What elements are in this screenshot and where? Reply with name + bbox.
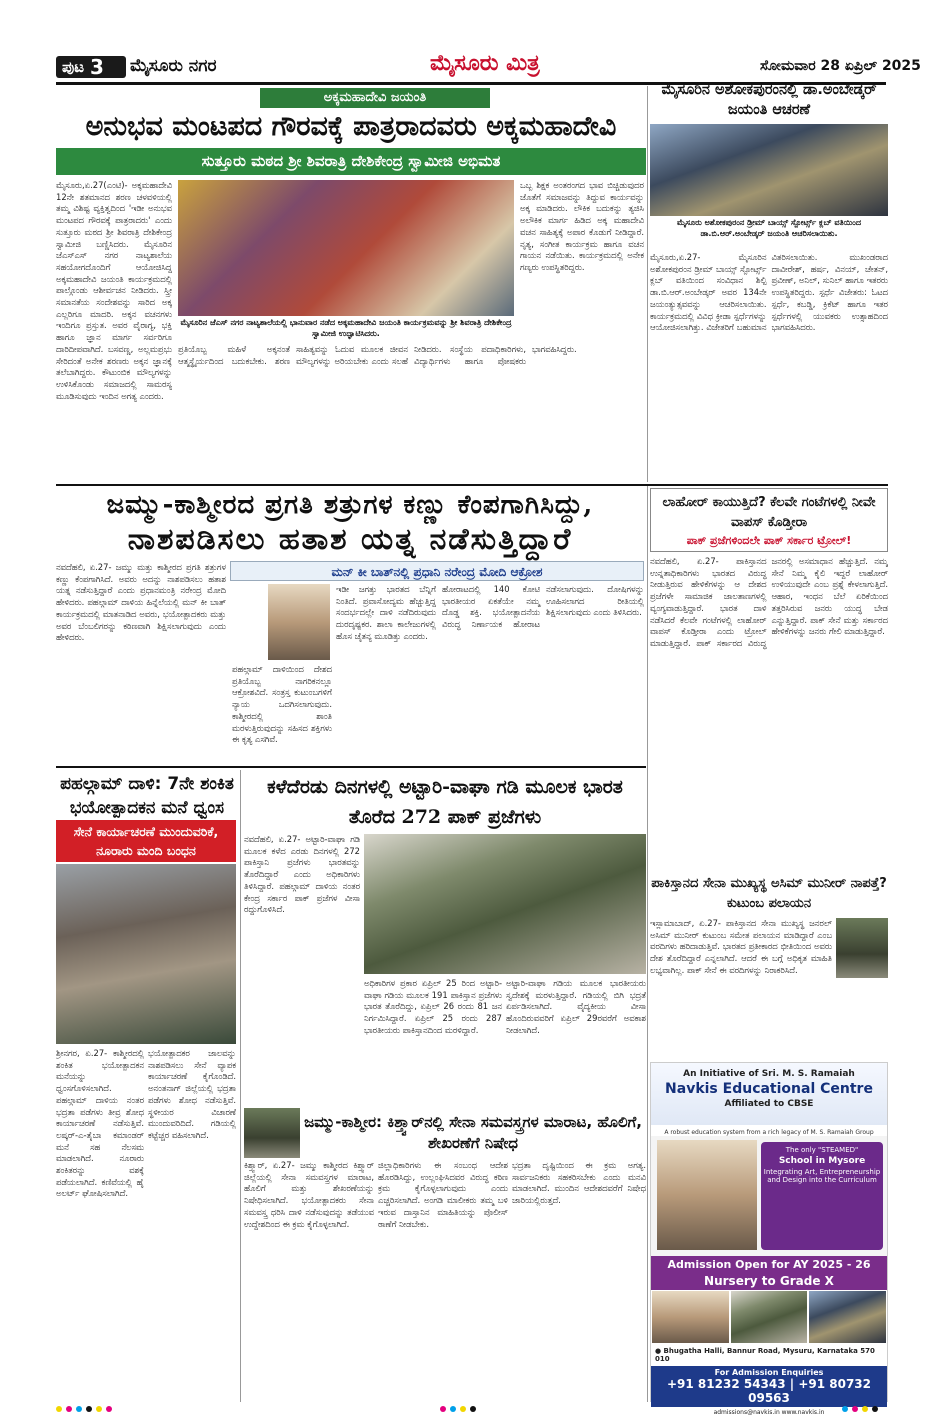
newspaper-logo: ಮೈಸೂರು ಮಿತ್ರ [430, 50, 540, 76]
modi-column-4: ಹೋರಾಟದಲ್ಲಿ 140 ಕೋಟಿ ಭಾರತೀಯರ ಏಕತೆಯೇ ನಮ್ಮ ದೊಡ್ಡ ಶಕ್ತಿ. ಭಯೋತ್ಪಾದನೆಯ ವಿರುದ್ಧ ನಿರ್ಣಾಯಕ ಹೋರಾಟ ನಡೆಸಲಾಗುವುದು. ದೋಷಿಗಳನ್ನು ಊಹಿಸಲಾಗದ ರೀತಿಯಲ್ಲಿ ಶಿಕ್ಷಿಸಲಾಗುವುದು ಎಂದು ತಿಳಿಸಿದರು. [442, 584, 644, 630]
modi-headline-2: ನಾಶಪಡಿಸಲು ಹತಾಶ ಯತ್ನ ನಡೆಸುತ್ತಿದ್ದಾರೆ [127, 522, 573, 557]
ambedkar-photo [650, 124, 888, 216]
lead-column-bottom: ಪ್ರತಿಯೊಬ್ಬ ಮಹಿಳೆ ಅಕ್ಕನಂತೆ ಆತ್ಮಸ್ಥೈರ್ಯದಿಂದ ಬದುಕಬೇಕು. ಶರಣ ಸಾಹಿತ್ಯವನ್ನು ಓದುವ ಮೂಲಕ ಜೀವನ ಮೌಲ್ಯಗಳನ್ನು ಅರಿಯಬೇಕು ಎಂದು ಸಲಹೆ ನೀಡಿದರು. ಸಂಸ್ಥೆಯ ಪದಾಧಿಕಾರಿಗಳು, ವಿದ್ಯಾರ್ಥಿಗಳು ಹಾಗೂ ಪೋಷಕರು ಭಾಗವಹಿಸಿದ್ದರು. [178, 344, 577, 366]
ad-tagline: A robust education system from a rich legacy of M. S. Ramaiah Group [664, 1129, 874, 1136]
ad-address [651, 1344, 887, 1366]
pahalgam-column-2: ಭಯೋತ್ಪಾದಕರ ಜಾಲವನ್ನು ನಾಶಪಡಿಸಲು ಸೇನೆ ವ್ಯಾಪಕ ಕಾರ್ಯಾಚರಣೆ ಕೈಗೊಂಡಿದೆ. ಅನಂತನಾಗ್ ಜಿಲ್ಲೆಯಲ್ಲಿ ಭದ್ರತಾ ಪಡೆಗಳು ಶೋಧ ನಡೆಸುತ್ತಿವೆ. ಸ್ಥಳೀಯರ ವಿಚಾರಣೆ ಮುಂದುವರಿದಿದೆ. ಗಡಿಯಲ್ಲಿ ಕಟ್ಟೆಚ್ಚರ ವಹಿಸಲಾಗಿದೆ. [148, 1048, 236, 1140]
ad-enquiry-bar [651, 1366, 887, 1407]
lahore-box [650, 488, 888, 552]
attari-headline: ಕಳೆದೆರಡು ದಿನಗಳಲ್ಲಿ ಅಟ್ಟಾರಿ-ವಾಘಾ ಗಡಿ ಮೂಲಕ ಭಾರತ ತೊರೆದ 272 ಪಾಕ್ ಪ್ರಜೆಗಳು [267, 776, 623, 828]
attari-photo [364, 834, 646, 974]
pahalgam-headline: ಪಹಲ್ಗಾಮ್ ದಾಳಿ: 7ನೇ ಶಂಕಿತ ಭಯೋತ್ಪಾದಕನ ಮನೆ ಧ್ವಂಸ [60, 774, 234, 818]
dot [460, 1406, 466, 1412]
ambedkar-headline: ಮೈಸೂರಿನ ಅಶೋಕಪುರಂನಲ್ಲಿ ಡಾ.ಅಂಬೇಡ್ಕರ್ ಜಯಂತಿ ಆಚರಣೆ [661, 82, 877, 118]
modi-headline-1: ಜಮ್ಮು-ಕಾಶ್ಮೀರದ ಪ್ರಗತಿ ಶತ್ರುಗಳ ಕಣ್ಣು ಕೆಂಪಗಾಗಿಸಿದ್ದು, [106, 490, 594, 520]
ambedkar-caption: ಮೈಸೂರು ಅಶೋಕಪುರಂನ ಡ್ರೀಮ್ ಬಾಯ್ಸ್ ಸ್ಪೋರ್ಟ್ಸ್ ಕ್ಲಬ್ ವತಿಯಿಂದ ಡಾ.ಬಿ.ಆರ್.ಅಂಬೇಡ್ಕರ್ ಜಯಂತಿ ಆಚರಿಸಲಾಯಿತು. [676, 218, 862, 238]
ad-photo-1 [652, 1291, 729, 1343]
ad-affiliation: Affiliated to CBSE [724, 1099, 814, 1109]
registration-dots-left [56, 1406, 112, 1416]
lahore-headline: ಲಾಹೋರ್ ಕಾಯುತ್ತಿದೆ? ಕೆಲವೇ ಗಂಟೆಗಳಲ್ಲಿ ನೀವೇ ವಾಪಸ್ ಕೊಡ್ತೀರಾ [662, 495, 876, 530]
lead-column-1: ಮೈಸೂರು,ಏ.27(ಎಂಟಿ)- ಅಕ್ಕಮಹಾದೇವಿ 12ನೇ ಶತಮಾನದ ಶರಣ ಚಳವಳಿಯಲ್ಲಿ ತಮ್ಮ ವಿಶಿಷ್ಟ ವ್ಯಕ್ತಿತ್ವದಿಂದ 'ಇಡೀ ಅನುಭವ ಮಂಟಪದ ಗೌರವಕ್ಕೆ ಪಾತ್ರರಾದರು' ಎಂದು ಸುತ್ತೂರು ಮಠದ ಶ್ರೀ ಶಿವರಾತ್ರಿ ದೇಶಿಕೇಂದ್ರ ಸ್ವಾಮೀಜಿ ಬಣ್ಣಿಸಿದರು. ಮೈಸೂರಿನ ಜೆಎಸ್‌ಎಸ್ ನಗರ ನಾಟ್ಯಶಾಲೆಯ ಸಹಯೋಗದೊಂದಿಗೆ ಆಯೋಜಿಸಿದ್ದ ಅಕ್ಕಮಹಾದೇವಿ ಜಯಂತಿ ಕಾರ್ಯಕ್ರಮದಲ್ಲಿ ಪಾಲ್ಗೊಂಡು ಆಶೀರ್ವಚನ ನೀಡಿದರು. ಸ್ತ್ರೀ ಸಮಾನತೆಯ ಸಂದೇಶವನ್ನು ಸಾರಿದ ಅಕ್ಕ ಎಲ್ಲರಿಗೂ ಮಾದರಿ. ಅಕ್ಕನ ವಚನಗಳು ಇಂದಿಗೂ ಪ್ರಸ್ತುತ. ಅವರ ವೈರಾಗ್ಯ, ಭಕ್ತಿ ಹಾಗೂ ಜ್ಞಾನ ಮಾರ್ಗ ಸರ್ವರಿಗೂ ದಾರಿದೀಪವಾಗಿದೆ. ಬಸವಣ್ಣ, ಅಲ್ಲಮಪ್ರಭು ಸೇರಿದಂತೆ ಅನೇಕ ಶರಣರು ಅಕ್ಕನ ಜ್ಞಾನಕ್ಕೆ ತಲೆಬಾಗಿದ್ದರು. ಕೌಟುಂಬಿಕ ಮೌಲ್ಯಗಳನ್ನು ಉಳಿಸಿಕೊಂಡು ಸಮಾಜದಲ್ಲಿ ಸಾಮರಸ್ಯ ಮೂಡಿಸುವುದು ಇಂದಿನ ಅಗತ್ಯ ಎಂದರು. [56, 180, 172, 401]
dot [450, 1406, 456, 1412]
ad-feature-area [651, 1136, 887, 1256]
dot [470, 1406, 476, 1412]
lead-subhead: ಸುತ್ತೂರು ಮಠದ ಶ್ರೀ ಶಿವರಾತ್ರಿ ದೇಶಿಕೇಂದ್ರ ಸ್ವಾಮೀಜಿ ಅಭಿಮತ [56, 148, 646, 175]
modi-subhead: ಮನ್ ಕೀ ಬಾತ್‌ನಲ್ಲಿ ಪ್ರಧಾನಿ ನರೇಂದ್ರ ಮೋದಿ ಆಕ್ರೋಶ [230, 561, 644, 581]
ambedkar-body: ಮೈಸೂರು,ಏ.27- ಮೈಸೂರಿನ ಅಶೋಕಪುರಂನ ಡ್ರೀಮ್ ಬಾಯ್ಸ್ ಸ್ಪೋರ್ಟ್ಸ್ ಕ್ಲಬ್ ವತಿಯಿಂದ ಸಂವಿಧಾನ ಶಿಲ್ಪಿ ಡಾ.ಬಿ.ಆರ್.ಅಂಬೇಡ್ಕರ್ ಅವರ 134ನೇ ಜಯಂತ್ಯುತ್ಸವವನ್ನು ಆಚರಿಸಲಾಯಿತು. ಕಾರ್ಯಕ್ರಮದಲ್ಲಿ ವಿವಿಧ ಕ್ರೀಡಾ ಸ್ಪರ್ಧೆಗಳನ್ನು ಆಯೋಜಿಸಲಾಗಿತ್ತು. ವಿಜೇತರಿಗೆ ಬಹುಮಾನ ವಿತರಿಸಲಾಯಿತು. ಮುಖಂಡರಾದ ದಾವೀರೇಶ್, ಹರ್ಷ, ವಿನಯ್, ಚೇತನ್, ಪ್ರವೀಣ್, ಅನಿಲ್, ಸುನಿಲ್ ಹಾಗೂ ಇತರರು ಉಪಸ್ಥಿತರಿದ್ದರು. ಸ್ಪರ್ಧೆ ವಿಜೇತರು: ಓಟದ ಸ್ಪರ್ಧೆ, ಕಬಡ್ಡಿ, ಕ್ರಿಕೆಟ್ ಹಾಗೂ ಇತರ ಸ್ಪರ್ಧೆಗಳಲ್ಲಿ ಯುವಕರು ಉತ್ಸಾಹದಿಂದ ಭಾಗವಹಿಸಿದರು. [650, 252, 888, 333]
modi-column-3: ಇಡೀ ಜಗತ್ತು ಭಾರತದ ಬೆನ್ನಿಗೆ ನಿಂತಿದೆ. ಪ್ರವಾಸೋದ್ಯಮ ಹೆಚ್ಚುತ್ತಿದ್ದ ಸಂದರ್ಭದಲ್ಲೇ ದಾಳಿ ನಡೆದಿರುವುದು ದುರದೃಷ್ಟಕರ. ಶಾಲಾ ಕಾಲೇಜುಗಳಲ್ಲಿ ಹೊಸ ಚೈತನ್ಯ ಮೂಡಿತ್ತು ಎಂದರು. [336, 584, 436, 641]
dot [106, 1406, 112, 1412]
munir-headline: ಪಾಕಿಸ್ತಾನದ ಸೇನಾ ಮುಖ್ಯಸ್ಥ ಅಸಿಮ್ ಮುನೀರ್ ನಾಪತ್ತೆ? ಕುಟುಂಬ ಪಲಾಯನ [651, 876, 887, 911]
section-title: ಮೈಸೂರು ನಗರ [130, 56, 217, 76]
dot [440, 1406, 446, 1412]
ad-admission-open: Admission Open for AY 2025 - 26 [667, 1258, 871, 1271]
dot [842, 1406, 848, 1412]
kishtwar-column-3: ಭದ್ರತಾ ದೃಷ್ಟಿಯಿಂದ ಈ ಕ್ರಮ ಅಗತ್ಯ. ಸಾರ್ವಜನಿಕರು ಸಹಕರಿಸಬೇಕು ಎಂದು ಮನವಿ ಮಾಡಲಾಗಿದೆ. ಮುಂದಿನ ಆದೇಶದವರೆಗೆ ನಿಷೇಧ ಜಾರಿಯಲ್ಲಿರುತ್ತದೆ. [512, 1160, 646, 1206]
lead-kicker: ಅಕ್ಕಮಹಾದೇವಿ ಜಯಂತಿ [260, 88, 490, 108]
ad-header [651, 1063, 887, 1125]
ad-photo-2 [731, 1291, 808, 1343]
pahalgam-photo [56, 864, 236, 1044]
issue-date: ಸೋಮವಾರ 28 ಏಪ್ರಿಲ್ 2025 [760, 58, 921, 74]
ad-steam-box [761, 1142, 883, 1250]
page-label: ಪುಟ [62, 58, 85, 76]
lahore-subhead: ಪಾಕ್ ಪ್ರಜೆಗಳಿಂದಲೇ ಪಾಕ್ ಸರ್ಕಾರ ಟ್ರೋಲ್! [686, 534, 852, 547]
dot [862, 1406, 868, 1412]
ad-photo-strip [651, 1290, 887, 1344]
attari-column-2: ಅಧಿಕಾರಿಗಳ ಪ್ರಕಾರ ಏಪ್ರಿಲ್ 25 ರಿಂದ ಅಟ್ಟಾರಿ-ವಾಘಾ ಗಡಿಯ ಮೂಲಕ 191 ಪಾಕಿಸ್ತಾನ ಪ್ರಜೆಗಳು ಭಾರತ ತೊರೆದಿದ್ದು, ಏಪ್ರಿಲ್ 26 ರಂದು 81 ಜನ ನಿರ್ಗಮಿಸಿದ್ದಾರೆ. ಏಪ್ರಿಲ್ 25 ರಂದು 287 ಭಾರತೀಯರು ಪಾಕಿಸ್ತಾನದಿಂದ ಮರಳಿದ್ದಾರೆ. [364, 978, 502, 1035]
lahore-body: ನವದೆಹಲಿ, ಏ.27- ಪಾಕಿಸ್ತಾನದ ಉನ್ನತಾಧಿಕಾರಿಗಳು ಭಾರತದ ವಿರುದ್ಧ ನೀಡುತ್ತಿರುವ ಹೇಳಿಕೆಗಳನ್ನು ಆ ದೇಶದ ಪ್ರಜೆಗಳೇ ಸಾಮಾಜಿಕ ಜಾಲತಾಣಗಳಲ್ಲಿ ವ್ಯಂಗ್ಯವಾಡುತ್ತಿದ್ದಾರೆ. ಭಾರತ ದಾಳಿ ನಡೆಸಿದರೆ ಕೆಲವೇ ಗಂಟೆಗಳಲ್ಲಿ ಲಾಹೋರ್ ವಾಪಸ್ ಕೊಡ್ತೀರಾ ಎಂದು ಟ್ರೋಲ್ ಮಾಡುತ್ತಿದ್ದಾರೆ. ಪಾಕ್ ಸರ್ಕಾರದ ವಿರುದ್ಧ ಜನರಲ್ಲಿ ಅಸಮಾಧಾನ ಹೆಚ್ಚುತ್ತಿದೆ. ನಮ್ಮ ಸೇನೆ ನಿಮ್ಮ ಕೈಲಿ ಇದ್ದರೆ ಲಾಹೋರ್ ಉಳಿಯುವುದೇ ಎಂಬ ಪ್ರಶ್ನೆ ಕೇಳಲಾಗುತ್ತಿದೆ. ಆಹಾರ, ಇಂಧನ ಬೆಲೆ ಏರಿಕೆಯಿಂದ ತತ್ತರಿಸಿರುವ ಜನರು ಯುದ್ಧ ಬೇಡ ಎನ್ನುತ್ತಿದ್ದಾರೆ. ಪಾಕ್ ಸೇನೆ ಮತ್ತು ಸರ್ಕಾರದ ಹೇಳಿಕೆಗಳನ್ನು ಜನರು ಗೇಲಿ ಮಾಡುತ್ತಿದ್ದಾರೆ. [650, 556, 888, 648]
ad-contact[interactable]: admissions@navkis.in www.navkis.in [713, 1409, 825, 1416]
ad-steam-desc: Integrating Art, Entrepreneurship and Design into the Curriculum [763, 1168, 881, 1184]
registration-dots-right [842, 1406, 878, 1416]
kishtwar-column-2: ಜಿಲ್ಲಾಧಿಕಾರಿಗಳು ಈ ಸಂಬಂಧ ಆದೇಶ ಹೊರಡಿಸಿದ್ದು, ಉಲ್ಲಂಘಿಸಿದವರ ವಿರುದ್ಧ ಕಠಿಣ ಕ್ರಮ ಕೈಗೊಳ್ಳಲಾಗುವುದು ಎಂದು ಎಚ್ಚರಿಸಲಾಗಿದೆ. ಅಂಗಡಿ ಮಾಲೀಕರು ತಮ್ಮ ಬಳಿ ಇರುವ ದಾಸ್ತಾನಿನ ಮಾಹಿತಿಯನ್ನು ಪೊಲೀಸ್ ಠಾಣೆಗೆ ನೀಡಬೇಕು. [378, 1160, 508, 1229]
modi-column-2: ಪಹಲ್ಗಾಮ್ ದಾಳಿಯಿಂದ ದೇಶದ ಪ್ರತಿಯೊಬ್ಬ ನಾಗರಿಕನಲ್ಲೂ ಆಕ್ರೋಶವಿದೆ. ಸಂತ್ರಸ್ತ ಕುಟುಂಬಗಳಿಗೆ ನ್ಯಾಯ ಒದಗಿಸಲಾಗುವುದು. ಕಾಶ್ಮೀರದಲ್ಲಿ ಶಾಂತಿ ಮರಳುತ್ತಿರುವುದನ್ನು ಸಹಿಸದ ಶಕ್ತಿಗಳು ಈ ಕೃತ್ಯ ಎಸಗಿವೆ. [232, 664, 332, 745]
ad-enquiry-label: For Admission Enquiries [714, 1368, 824, 1377]
ad-student-photo [657, 1140, 757, 1250]
column-divider-2 [240, 770, 241, 1402]
dot [56, 1406, 62, 1412]
ad-address-text: Bhugatha Halli, Bannur Road, Mysuru, Karnataka 570 010 [655, 1347, 875, 1363]
dot [86, 1406, 92, 1412]
section-rule [56, 484, 888, 486]
section-rule-2 [56, 766, 646, 768]
lead-headline: ಅನುಭವ ಮಂಟಪದ ಗೌರವಕ್ಕೆ ಪಾತ್ರರಾದವರು ಅಕ್ಕಮಹಾದೇವಿ [85, 111, 617, 142]
pahalgam-column-1: ಶ್ರೀನಗರ, ಏ.27- ಕಾಶ್ಮೀರದಲ್ಲಿ ಶಂಕಿತ ಭಯೋತ್ಪಾದಕನ ಮನೆಯನ್ನು ಧ್ವಂಸಗೊಳಿಸಲಾಗಿದೆ. ಪಹಲ್ಗಾಮ್ ದಾಳಿಯ ನಂತರ ಭದ್ರತಾ ಪಡೆಗಳು ತೀವ್ರ ಶೋಧ ಕಾರ್ಯಾಚರಣೆ ನಡೆಸುತ್ತಿವೆ. ಲಷ್ಕರ್-ಎ-ತೈಬಾ ಕಮಾಂಡರ್ ಮನೆ ಸಹ ನೆಲಸಮ ಮಾಡಲಾಗಿದೆ. ನೂರಾರು ಶಂಕಿತರನ್ನು ವಶಕ್ಕೆ ಪಡೆಯಲಾಗಿದೆ. ಕಣಿವೆಯಲ್ಲಿ ಹೈ ಅಲರ್ಟ್ ಘೋಷಿಸಲಾಗಿದೆ. [56, 1048, 144, 1199]
dot [76, 1406, 82, 1412]
dot [66, 1406, 72, 1412]
ad-grades: Nursery to Grade X [704, 1274, 834, 1288]
pahalgam-red-subhead: ಸೇನೆ ಕಾರ್ಯಾಚರಣೆ ಮುಂದುವರಿಕೆ, ನೂರಾರು ಮಂದಿ ಬಂಧನ [56, 820, 236, 862]
dot [872, 1406, 878, 1412]
ad-school-name: Navkis Educational Centre [665, 1081, 873, 1097]
munir-portrait [836, 918, 888, 978]
dot [96, 1406, 102, 1412]
attari-column-3: ಅಟ್ಟಾರಿ-ವಾಘಾ ಗಡಿಯ ಮೂಲಕ ಭಾರತೀಯರು ಸ್ವದೇಶಕ್ಕೆ ಮರಳುತ್ತಿದ್ದಾರೆ. ಗಡಿಯಲ್ಲಿ ಬಿಗಿ ಭದ್ರತೆ ಏರ್ಪಡಿಸಲಾಗಿದೆ. ವೈದ್ಯಕೀಯ ವೀಸಾ ಹೊಂದಿರುವವರಿಗೆ ಏಪ್ರಿಲ್ 29ರವರೆಗೆ ಅವಕಾಶ ನೀಡಲಾಗಿದೆ. [506, 978, 646, 1035]
lead-column-right: ಒಬ್ಬ ಶಿಕ್ಷಕ ಅಂತರಂಗದ ಭಾವ ಬಿಚ್ಚಿಡುವುದರ ಜೊತೆಗೆ ಸಮಾಜವನ್ನು ತಿದ್ದುವ ಕಾರ್ಯವನ್ನು ಅಕ್ಕ ಮಾಡಿದರು. ಲೌಕಿಕ ಬದುಕನ್ನು ತ್ಯಜಿಸಿ ಅಲೌಕಿಕ ಮಾರ್ಗ ಹಿಡಿದ ಅಕ್ಕ ಮಹಾದೇವಿ ವಚನ ಸಾಹಿತ್ಯಕ್ಕೆ ಅಪಾರ ಕೊಡುಗೆ ನೀಡಿದ್ದಾರೆ. ನೃತ್ಯ, ಸಂಗೀತ ಕಾರ್ಯಕ್ರಮ ಹಾಗೂ ವಚನ ಗಾಯನ ನಡೆಯಿತು. ಕಾರ್ಯಕ್ರಮದಲ್ಲಿ ಅನೇಕ ಗಣ್ಯರು ಉಪಸ್ಥಿತರಿದ್ದರು. [520, 180, 644, 272]
column-divider [647, 86, 648, 482]
attari-column-1: ನವದೆಹಲಿ, ಏ.27- ಅಟ್ಟಾರಿ-ವಾಘಾ ಗಡಿ ಮೂಲಕ ಕಳೆದ ಎರಡು ದಿನಗಳಲ್ಲಿ 272 ಪಾಕಿಸ್ತಾನಿ ಪ್ರಜೆಗಳು ಭಾರತವನ್ನು ತೊರೆದಿದ್ದಾರೆ ಎಂದು ಅಧಿಕಾರಿಗಳು ತಿಳಿಸಿದ್ದಾರೆ. ಪಹಲ್ಗಾಮ್ ದಾಳಿಯ ನಂತರ ಕೇಂದ್ರ ಸರ್ಕಾರ ಪಾಕ್ ಪ್ರಜೆಗಳ ವೀಸಾ ರದ್ದುಗೊಳಿಸಿದೆ. [244, 834, 360, 915]
lead-photo [178, 180, 514, 316]
location-pin-icon: ● [655, 1347, 662, 1355]
ad-phone[interactable]: +91 81232 54343 | +91 80732 09563 [666, 1377, 872, 1405]
school-advertisement[interactable] [650, 1062, 888, 1416]
ad-admission-banner [651, 1256, 887, 1290]
modi-portrait [268, 584, 330, 660]
ad-initiative: An Initiative of Sri. M. S. Ramaiah [683, 1069, 855, 1079]
kishtwar-thumb [244, 1108, 300, 1158]
kishtwar-column-1: ಕಿಶ್ತ್ವಾರ್, ಏ.27- ಜಮ್ಮು ಕಾಶ್ಮೀರದ ಕಿಶ್ತ್ವಾರ್ ಜಿಲ್ಲೆಯಲ್ಲಿ ಸೇನಾ ಸಮವಸ್ತ್ರಗಳ ಮಾರಾಟ, ಹೊಲಿಗೆ ಮತ್ತು ಶೇಖರಣೆಯನ್ನು ನಿಷೇಧಿಸಲಾಗಿದೆ. ಭಯೋತ್ಪಾದಕರು ಸೇನಾ ಸಮವಸ್ತ್ರ ಧರಿಸಿ ದಾಳಿ ನಡೆಸುವುದನ್ನು ತಡೆಯುವ ಉದ್ದೇಶದಿಂದ ಈ ಕ್ರಮ ಕೈಗೊಳ್ಳಲಾಗಿದೆ. [244, 1160, 374, 1229]
ad-steam-school: School in Mysore [778, 1156, 866, 1166]
kishtwar-headline: ಜಮ್ಮು-ಕಾಶ್ಮೀರ: ಕಿಶ್ತ್ವಾರ್‌ನಲ್ಲಿ ಸೇನಾ ಸಮವಸ್ತ್ರಗಳ ಮಾರಾಟ, ಹೊಲಿಗೆ, ಶೇಖರಣೆಗೆ ನಿಷೇಧ [304, 1113, 642, 1152]
munir-body: ಇಸ್ಲಾಮಾಬಾದ್, ಏ.27- ಪಾಕಿಸ್ತಾನದ ಸೇನಾ ಮುಖ್ಯಸ್ಥ ಜನರಲ್ ಅಸಿಮ್ ಮುನೀರ್ ಕುಟುಂಬ ಸಮೇತ ಪಲಾಯನ ಮಾಡಿದ್ದಾರೆ ಎಂಬ ವರದಿಗಳು ಹರಿದಾಡುತ್ತಿವೆ. ಭಾರತದ ಪ್ರತೀಕಾರದ ಭೀತಿಯಿಂದ ಅವರು ದೇಶ ತೊರೆದಿದ್ದಾರೆ ಎನ್ನಲಾಗಿದೆ. ಆದರೆ ಈ ಬಗ್ಗೆ ಅಧಿಕೃತ ಮಾಹಿತಿ ಲಭ್ಯವಾಗಿಲ್ಲ. ಪಾಕ್ ಸೇನೆ ಈ ವರದಿಗಳನ್ನು ನಿರಾಕರಿಸಿದೆ. [650, 918, 832, 975]
page-number: 3 [90, 55, 104, 79]
registration-dots-center [440, 1406, 476, 1416]
page-number-badge [56, 56, 126, 78]
ad-photo-3 [809, 1291, 886, 1343]
modi-column-1: ನವದೆಹಲಿ, ಏ.27- ಜಮ್ಮು ಮತ್ತು ಕಾಶ್ಮೀರದ ಪ್ರಗತಿ ಶತ್ರುಗಳ ಕಣ್ಣು ಕೆಂಪಗಾಗಿಸಿದೆ. ಅವರು ಅದನ್ನು ನಾಶಪಡಿಸಲು ಹತಾಶ ಯತ್ನ ನಡೆಸುತ್ತಿದ್ದಾರೆ ಎಂದು ಪ್ರಧಾನಮಂತ್ರಿ ನರೇಂದ್ರ ಮೋದಿ ಹೇಳಿದರು. ಪಹಲ್ಗಾಮ್ ದಾಳಿಯ ಹಿನ್ನೆಲೆಯಲ್ಲಿ ಮನ್ ಕೀ ಬಾತ್ ಕಾರ್ಯಕ್ರಮದಲ್ಲಿ ಮಾತನಾಡಿದ ಅವರು, ಭಯೋತ್ಪಾದಕರು ಮತ್ತು ಅವರ ಬೆಂಬಲಿಗರನ್ನು ಕಠಿಣವಾಗಿ ಶಿಕ್ಷಿಸಲಾಗುವುದು ಎಂದು ಹೇಳಿದರು. [56, 562, 226, 643]
lead-photo-caption: ಮೈಸೂರಿನ ಜೆಎಸ್ ನಗರ ನಾಟ್ಯಶಾಲೆಯಲ್ಲಿ ಭಾನುವಾರ ನಡೆದ ಅಕ್ಕಮಹಾದೇವಿ ಜಯಂತಿ ಕಾರ್ಯಕ್ರಮವನ್ನು ಶ್ರೀ ಶಿವರಾತ್ರಿ ದೇಶಿಕೇಂದ್ರ ಸ್ವಾಮೀಜಿ ಉದ್ಘಾಟಿಸಿದರು. [180, 318, 512, 338]
dot [852, 1406, 858, 1412]
ad-steam-title: The only "STEAMED" [785, 1146, 859, 1154]
column-divider-3 [647, 486, 648, 1402]
